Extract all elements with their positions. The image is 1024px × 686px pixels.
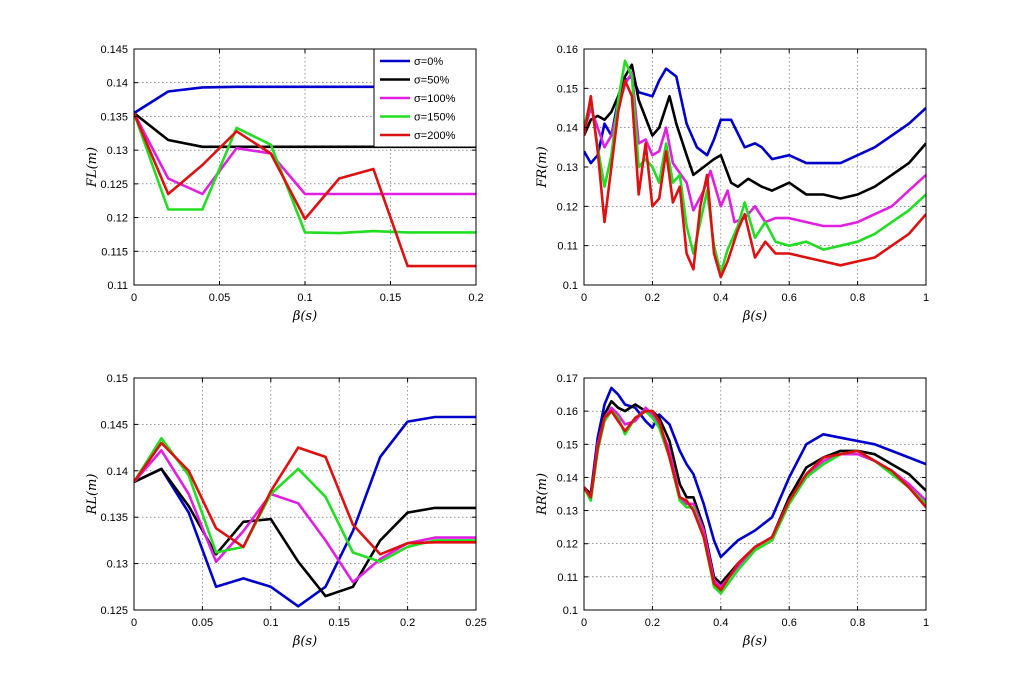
- x-tick-label: 0: [130, 292, 138, 304]
- y-axis-label: RR(m): [535, 472, 550, 516]
- y-tick-label: 0.115: [101, 246, 128, 259]
- y-tick-label: 0.125: [100, 605, 128, 617]
- x-tick-label: 0.1: [297, 292, 313, 304]
- x-tick-label: 0.15: [328, 617, 350, 629]
- y-tick-label: 0.14: [556, 122, 578, 135]
- legend-entry: σ=200%: [414, 130, 456, 142]
- panel-rl: [85, 373, 487, 649]
- y-tick-label: 0.13: [556, 505, 578, 518]
- y-tick-label: 0.12: [556, 538, 578, 551]
- legend-entry: σ=50%: [414, 74, 450, 87]
- y-tick-label: 0.12: [106, 212, 128, 225]
- legend-entry: σ=150%: [414, 111, 456, 124]
- x-tick-label: 0: [580, 617, 588, 629]
- y-tick-label: 0.16: [556, 44, 578, 56]
- x-tick-label: 0.8: [849, 292, 866, 304]
- x-tick-label: 0.1: [263, 617, 279, 629]
- y-tick-label: 0.11: [107, 280, 128, 292]
- y-axis-label: FR(m): [535, 146, 550, 188]
- y-tick-label: 0.125: [100, 178, 128, 191]
- x-tick-label: 1: [922, 292, 930, 304]
- legend-entry: σ=100%: [414, 93, 456, 105]
- x-tick-label: 0.25: [465, 617, 487, 629]
- y-tick-label: 0.15: [106, 373, 128, 385]
- plot-area: [584, 378, 926, 610]
- y-tick-label: 0.14: [106, 77, 128, 90]
- legend-entry: σ=0%: [414, 56, 444, 68]
- plot-area: [134, 378, 476, 610]
- y-tick-label: 0.13: [106, 558, 128, 571]
- y-tick-label: 0.11: [557, 240, 578, 253]
- y-tick-label: 0.12: [556, 201, 578, 214]
- panel-fr: [535, 44, 929, 324]
- x-tick-label: 0: [130, 617, 138, 629]
- x-tick-label: 0.2: [644, 617, 661, 629]
- y-tick-label: 0.13: [556, 162, 578, 174]
- x-tick-label: 0.05: [208, 292, 231, 304]
- y-tick-label: 0.15: [556, 439, 578, 452]
- x-tick-label: 0.2: [399, 617, 416, 629]
- y-tick-label: 0.145: [100, 419, 128, 432]
- y-tick-label: 0.11: [557, 571, 578, 584]
- y-tick-label: 0.145: [100, 44, 128, 56]
- x-tick-label: 0.15: [379, 292, 402, 304]
- y-axis-label: FL(m): [85, 146, 100, 188]
- panel-fl: [85, 44, 484, 324]
- x-axis-label: β(s): [742, 309, 768, 324]
- x-axis-label: β(s): [742, 634, 768, 649]
- x-tick-label: 0: [580, 292, 588, 304]
- x-axis-label: β(s): [292, 634, 318, 649]
- x-axis-label: β(s): [292, 309, 318, 324]
- y-tick-label: 0.13: [106, 145, 128, 158]
- x-tick-label: 1: [922, 617, 930, 629]
- x-tick-label: 0.2: [644, 292, 661, 304]
- y-tick-label: 0.135: [100, 111, 128, 124]
- panel-rr: [535, 373, 929, 649]
- x-tick-label: 0.6: [781, 292, 797, 304]
- y-tick-label: 0.1: [562, 605, 578, 617]
- y-tick-label: 0.135: [100, 512, 128, 525]
- y-tick-label: 0.14: [106, 465, 128, 478]
- y-tick-label: 0.1: [562, 280, 578, 292]
- x-tick-label: 0.4: [713, 292, 729, 304]
- y-tick-label: 0.14: [556, 472, 578, 485]
- x-tick-label: 0.2: [468, 292, 484, 304]
- legend: [374, 49, 476, 147]
- x-tick-label: 0.4: [713, 617, 729, 629]
- y-axis-label: RL(m): [85, 473, 100, 515]
- y-tick-label: 0.15: [556, 83, 578, 96]
- y-tick-label: 0.17: [556, 373, 578, 385]
- x-tick-label: 0.05: [191, 617, 214, 629]
- y-tick-label: 0.16: [556, 406, 578, 419]
- x-tick-label: 0.6: [781, 617, 797, 629]
- x-tick-label: 0.8: [849, 617, 866, 629]
